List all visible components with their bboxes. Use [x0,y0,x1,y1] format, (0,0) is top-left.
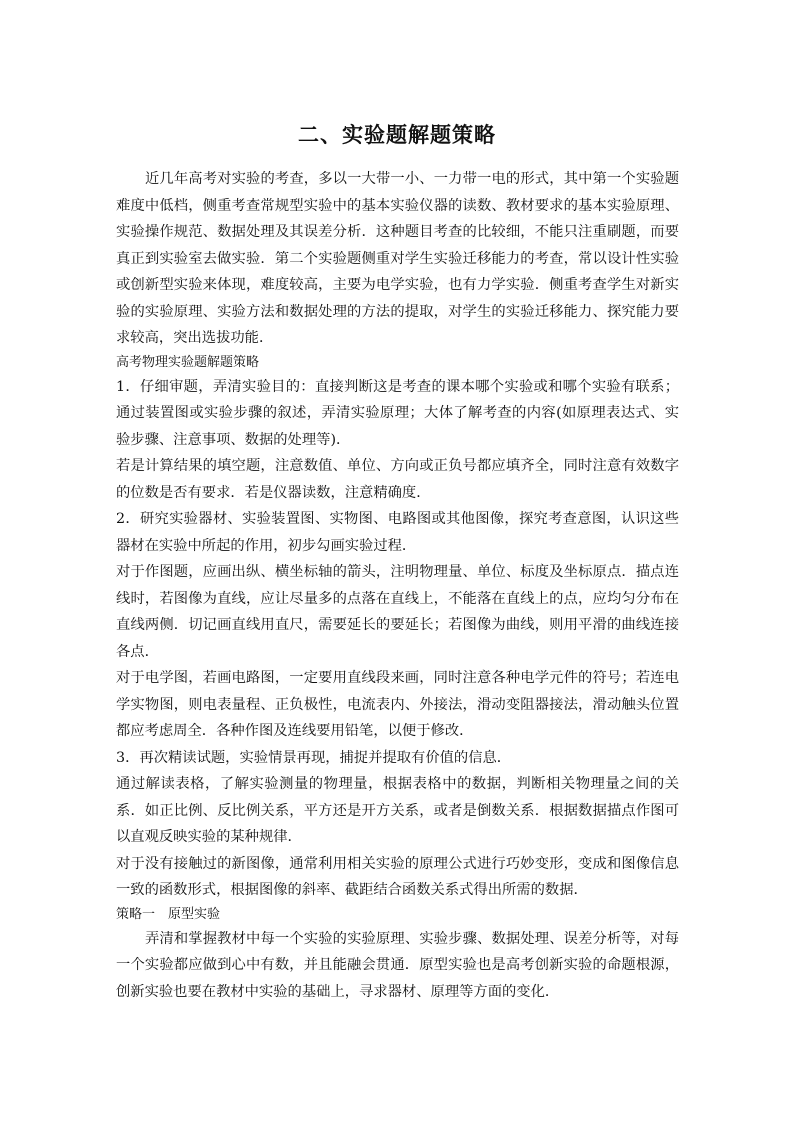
step-1: 1．仔细审题，弄清实验目的：直接判断这是考查的课本哪个实验或和哪个实验有联系；通过装置图或实验步骤的叙述，弄清实验原理；大体了解考查的内容(如原理表达式、实验步骤、注意事项、数据的处理等)． [116,378,679,448]
intro-paragraph: 近几年高考对实验的考查，多以一大带一小、一力带一电的形式，其中第一个实验题难度中低档，侧重考查常规型实验中的基本实验仪器的读数、教材要求的基本实验原理、实验操作规范、数据处理及其误差分析．这种题目考查的比较细，不能只注重刷题，而要真正到实验室去做实验．第二个实验题侧重对学生实验迁移能力的考查，常以设计性实验或创新型实验来体现，难度较高，主要为电学实验，也有力学实验．侧重考查学生对新实验的实验原理、实验方法和数据处理的方法的提取，对学生的实验迁移能力、探究能力要求较高，突出选拔功能． [116,171,679,346]
section-heading: 高考物理实验题解题策略 [116,354,260,370]
step-3: 3．再次精读试题，实验情景再现，捕捉并提取有价值的信息． [116,749,512,766]
step-1-note: 若是计算结果的填空题，注意数值、单位、方向或正负号都应填齐全，同时注意有效数字的位数是否有要求．若是仪器读数，注意精确度． [116,458,679,501]
page-title: 二、实验题解题策略 [298,122,496,147]
step-2: 2．研究实验器材、实验装置图、实物图、电路图或其他图像，探究考查意图，认识这些器材在实验中所起的作用，初步勾画实验过程． [116,511,679,554]
strategy-paragraph: 弄清和掌握教材中每一个实验的实验原理、实验步骤、数据处理、误差分析等，对每一个实验都应做到心中有数，并且能融会贯通．原型实验也是高考创新实验的命题根源，创新实验也要在教材中实验的基础上，寻求器材、原理等方面的变化． [116,930,679,1000]
step-2-note-graphing: 对于作图题，应画出纵、横坐标轴的箭头，注明物理量、单位、标度及坐标原点．描点连线时，若图像为直线，应让尽量多的点落在直线上，不能落在直线上的点，应均匀分布在直线两侧．切记画直线用直尺，需要延长的要延长；若图像为曲线，则用平滑的曲线连接各点． [116,564,679,660]
step-3-note-tables: 通过解读表格，了解实验测量的物理量，根据表格中的数据，判断相关物理量之间的关系．如正比例、反比例关系，平方还是开方关系，或者是倒数关系．根据数据描点作图可以直观反映实验的某种规律． [116,776,679,845]
document-body [116,166,679,1005]
step-2-note-circuits: 对于电学图，若画电路图，一定要用直线段来画，同时注意各种电学元件的符号；若连电学实物图，则电表量程、正负极性，电流表内、外接法，滑动变阻器接法，滑动触头位置都应考虑周全．各种作图及连线要用铅笔，以便于修改． [116,670,679,739]
strategy-heading: 策略一 原型实验 [116,906,221,922]
step-3-note-graphs: 对于没有接触过的新图像，通常利用相关实验的原理公式进行巧妙变形，变成和图像信息一致的函数形式，根据图像的斜率、截距结合函数关系式得出所需的数据． [116,855,679,898]
